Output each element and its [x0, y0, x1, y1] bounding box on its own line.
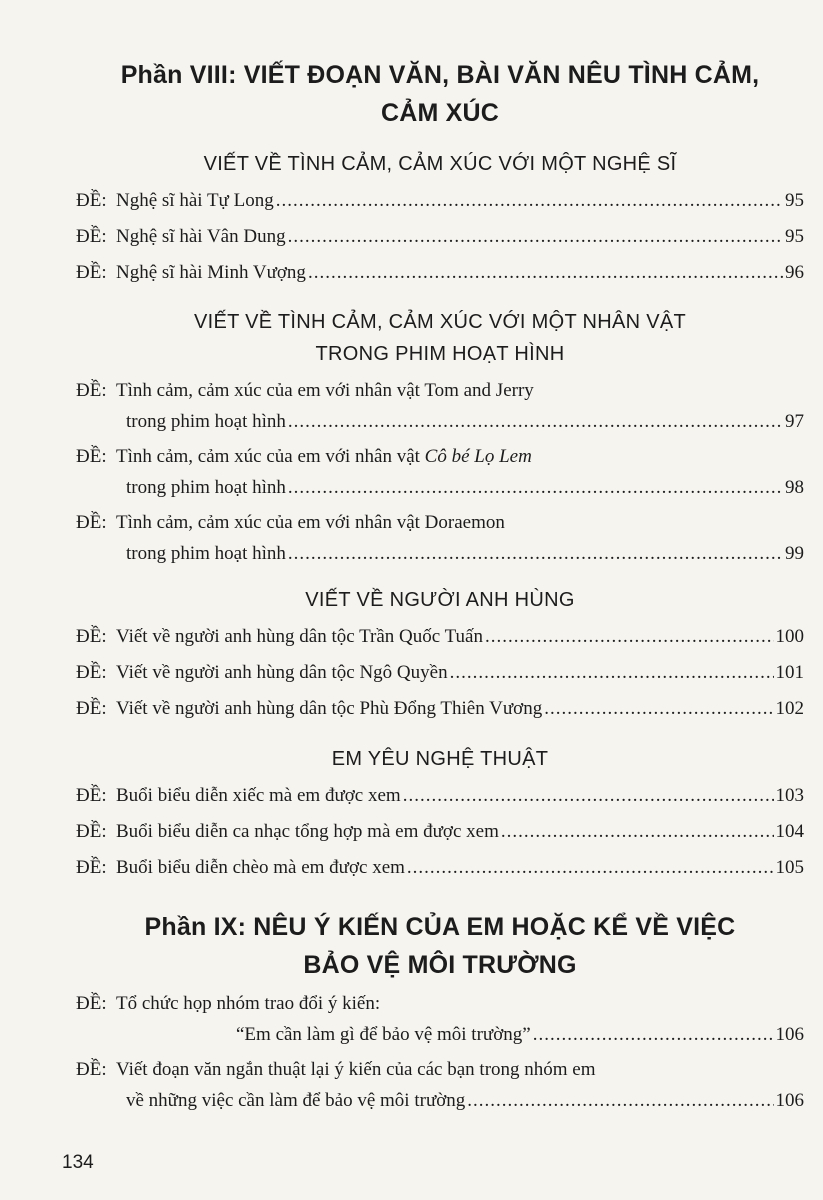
entry-text-line1: Tình cảm, cảm xúc của em với nhân vật Doraemon [116, 512, 505, 533]
dot-leader [288, 472, 783, 503]
entry-text: Buổi biểu diễn xiếc mà em được xem [116, 785, 401, 806]
entry-text-line2: “Em cần làm gì để bảo vệ môi trường” [236, 1024, 531, 1045]
entry-page: 99 [785, 543, 804, 564]
toc-entry[interactable] [76, 852, 804, 888]
toc-entry[interactable] [76, 375, 804, 441]
entry-page: 95 [785, 190, 804, 211]
section-art-entries [76, 780, 804, 888]
entry-prefix: ĐỀ: [76, 446, 107, 467]
entry-text-line2: trong phim hoạt hình [126, 477, 286, 498]
dot-leader [288, 406, 783, 437]
entry-text-line1: Tình cảm, cảm xúc của em với nhân vật Tom and Jerry [116, 380, 534, 401]
entry-text: Nghệ sĩ hài Tự Long [116, 190, 274, 211]
toc-entry[interactable] [76, 657, 804, 693]
entry-prefix: ĐỀ: [76, 785, 107, 806]
entry-page: 98 [785, 477, 804, 498]
entry-page: 100 [775, 626, 804, 647]
entry-page: 104 [775, 821, 804, 842]
part-9-heading [76, 908, 804, 984]
entry-text-line2: trong phim hoạt hình [126, 411, 286, 432]
toc-entry[interactable] [76, 441, 804, 507]
entry-text: Viết về người anh hùng dân tộc Phù Đổng Thiên Vương [116, 698, 543, 719]
entry-prefix: ĐỀ: [76, 626, 107, 647]
dot-leader [533, 1019, 774, 1050]
toc-entry[interactable] [76, 816, 804, 852]
dot-leader [544, 693, 773, 724]
section-cartoon-entries [76, 375, 804, 573]
entry-prefix: ĐỀ: [76, 190, 107, 211]
toc-entry[interactable] [76, 507, 804, 573]
entry-text: Buổi biểu diễn chèo mà em được xem [116, 857, 405, 878]
toc-entry[interactable] [76, 621, 804, 657]
entry-prefix: ĐỀ: [76, 226, 107, 247]
entry-text: Viết về người anh hùng dân tộc Ngô Quyền [116, 662, 448, 683]
section-title-line2: TRONG PHIM HOẠT HÌNH [315, 343, 565, 365]
dot-leader [501, 816, 774, 847]
entry-text-line1: Viết đoạn văn ngắn thuật lại ý kiến của các bạn trong nhóm em [116, 1059, 596, 1080]
section-cartoon [76, 306, 804, 370]
section-title: VIẾT VỀ TÌNH CẢM, CẢM XÚC VỚI MỘT NGHỆ SĨ [203, 153, 677, 175]
toc-entry[interactable] [76, 1054, 804, 1120]
part-8-heading [76, 56, 804, 132]
toc-entry[interactable] [76, 257, 804, 293]
entry-prefix: ĐỀ: [76, 662, 107, 683]
entry-text-line1: Tổ chức họp nhóm trao đổi ý kiến: [116, 993, 381, 1014]
toc-entry[interactable] [76, 693, 804, 729]
toc-entry[interactable] [76, 185, 804, 221]
entry-page: 101 [775, 662, 804, 683]
entry-text: Buổi biểu diễn ca nhạc tổng hợp mà em được xem [116, 821, 499, 842]
entry-prefix: ĐỀ: [76, 698, 107, 719]
dot-leader [467, 1085, 773, 1116]
dot-leader [288, 538, 783, 569]
section-title: EM YÊU NGHỆ THUẬT [331, 748, 549, 770]
section-title: VIẾT VỀ NGƯỜI ANH HÙNG [305, 589, 575, 611]
entry-prefix: ĐỀ: [76, 380, 107, 401]
part-9-entries [76, 988, 804, 1120]
part-8-title-line1: Phần VIII: VIẾT ĐOẠN VĂN, BÀI VĂN NÊU TÌNH CẢM, [120, 61, 760, 89]
entry-page: 105 [775, 857, 804, 878]
entry-page: 106 [775, 1090, 804, 1111]
toc-entry[interactable] [76, 780, 804, 816]
part-8-title-line2: CẢM XÚC [380, 99, 500, 127]
entry-prefix: ĐỀ: [76, 821, 107, 842]
toc-entry[interactable] [76, 221, 804, 257]
dot-leader [485, 621, 774, 652]
entry-prefix: ĐỀ: [76, 512, 107, 533]
section-hero [76, 584, 804, 616]
entry-prefix: ĐỀ: [76, 993, 107, 1014]
entry-page: 106 [775, 1024, 804, 1045]
entry-page: 96 [785, 262, 804, 283]
entry-page: 95 [785, 226, 804, 247]
entry-text-line1: Tình cảm, cảm xúc của em với nhân vật [116, 446, 425, 467]
dot-leader [450, 657, 774, 688]
section-art [76, 743, 804, 775]
section-artist-entries [76, 185, 804, 293]
entry-prefix: ĐỀ: [76, 1059, 107, 1080]
entry-prefix: ĐỀ: [76, 262, 107, 283]
dot-leader [288, 221, 783, 252]
entry-prefix: ĐỀ: [76, 857, 107, 878]
entry-page: 103 [775, 785, 804, 806]
page-number: 134 [62, 1152, 94, 1173]
entry-text: Nghệ sĩ hài Vân Dung [116, 226, 286, 247]
dot-leader [276, 185, 783, 216]
part-9-title-line2: BẢO VỆ MÔI TRƯỜNG [303, 951, 577, 979]
section-title-line1: VIẾT VỀ TÌNH CẢM, CẢM XÚC VỚI MỘT NHÂN VẬT [193, 311, 687, 333]
entry-text: Nghệ sĩ hài Minh Vượng [116, 262, 306, 283]
part-9-title-line1: Phần IX: NÊU Ý KIẾN CỦA EM HOẶC KỂ VỀ VIỆC [144, 913, 736, 941]
toc-entry[interactable] [76, 988, 804, 1054]
entry-page: 102 [775, 698, 804, 719]
dot-leader [403, 780, 774, 811]
section-hero-entries [76, 621, 804, 729]
entry-text-line2: trong phim hoạt hình [126, 543, 286, 564]
entry-text-italic-title: Cô bé Lọ Lem [424, 446, 532, 467]
entry-text-line2: về những việc cần làm để bảo vệ môi trường [126, 1090, 466, 1111]
dot-leader [407, 852, 774, 883]
section-artist [76, 148, 804, 180]
entry-page: 97 [785, 411, 804, 432]
dot-leader [308, 257, 783, 288]
entry-text: Viết về người anh hùng dân tộc Trần Quốc Tuấn [116, 626, 483, 647]
